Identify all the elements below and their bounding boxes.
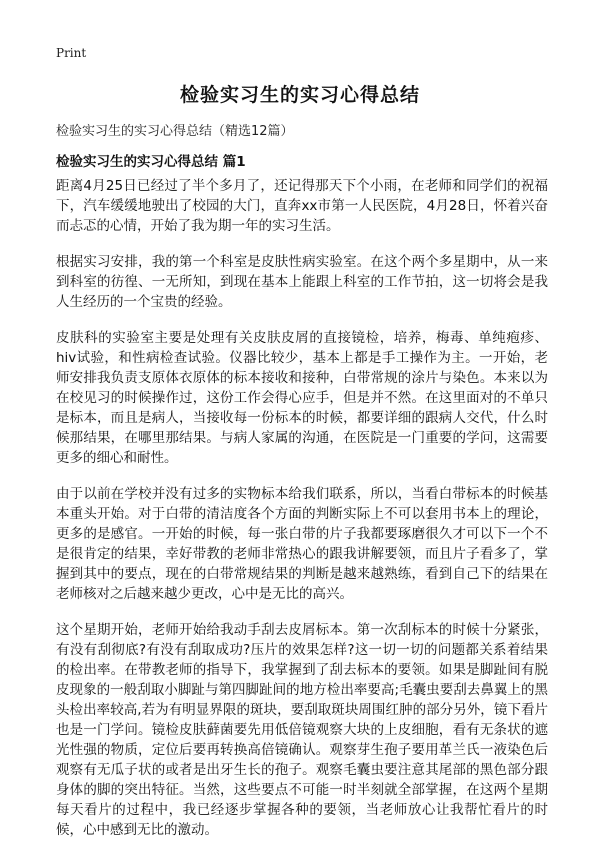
page-subtitle: 检验实习生的实习心得总结（精选12篇） xyxy=(56,124,294,139)
paragraph-1: 距离4月25日已经过了半个多月了，还记得那天下个小雨，在老师和同学们的祝福下，汽车缓缓地驶出了校园的大门，直奔xx市第一人民医院，4月28日，怀着兴奋而忐忑的心情，开始了我为期一年的实习生活。 xyxy=(56,178,548,234)
paragraph-5: 这个星期开始，老师开始给我动手刮去皮屑标本。第一次刮标本的时候十分紧张，有没有刮彻底?有没有刮取成功?压片的效果怎样?这一切一切的问题都关系着结果的检出率。在带教老师的指导下，我掌握到了刮去标本的要领。如果是脚趾间有脱皮现象的一般刮取小脚趾与第四脚趾间的地方检出率要高;毛囊虫要刮去鼻翼上的黑头检出率较高,若为有明显界限的斑块，要刮取斑块周围红肿的部分另外，镜下看片也是一门学问。镜检皮肤藓菌要先用低倍镜观察大块的上皮细胞，看有无条状的遮光性强的物质，定位后要再转换高倍镜确认。观察芽生孢子要用革兰氏一液染色后观察有无瓜子状的或者是出牙生长的孢子。观察毛囊虫要注意其尾部的黑色部分跟身体的脚的突出特征。当然，这些要点不可能一时半刻就全部掌握，在这两个星期每天看片的过程中，我已经逐步掌握各种的要领，当老师放心让我帮忙看片的时候，心中感到无比的激动。 xyxy=(56,622,548,838)
print-link[interactable]: Print xyxy=(56,46,87,60)
article-body xyxy=(56,176,548,856)
paragraph-2: 根据实习安排，我的第一个科室是皮肤性病实验室。在这个两个多星期中，从一来到科室的彷徨、一无所知，到现在基本上能跟上科室的工作节拍，这一切将会是我人生经历的一个宝贵的经验。 xyxy=(56,254,548,310)
page-title: 检验实习生的实习心得总结 xyxy=(179,84,420,106)
section-heading: 检验实习生的实习心得总结 篇1 xyxy=(56,154,246,170)
paragraph-3: 皮肤科的实验室主要是处理有关皮肤皮屑的直接镜检，培养，梅毒、单纯疱疹、hiv试验，和性病检查试验。仪器比较少，基本上都是手工操作为主。一开始，老师安排我负责支原体衣原体的标本接收和接种，白带常规的涂片与染色。本来以为在校见习的时候操作过，这份工作会得心应手，但是并不然。在这里面对的不单只是标本，而且是病人，当接收每一份标本的时候，都要详细的跟病人交代，什么时候那结果，在哪里那结果。与病人家属的沟通，在医院是一门重要的学问，这需要更多的细心和耐性。 xyxy=(56,330,548,466)
paragraph-4: 由于以前在学校并没有过多的实物标本给我们联系，所以，当看白带标本的时候基本重头开始。对于白带的清洁度各个方面的判断实际上不可以套用书本上的理论，更多的是感官。一开始的时候，每一张白带的片子我都要琢磨很久才可以下一个不是很肯定的结果，幸好带教的老师非常热心的跟我讲解要领，而且片子看多了，掌握到其中的要点，现在的白带常规结果的判断是越来越熟练，看到自己下的结果在老师核对之后越来越少更改，心中是无比的高兴。 xyxy=(56,486,548,602)
